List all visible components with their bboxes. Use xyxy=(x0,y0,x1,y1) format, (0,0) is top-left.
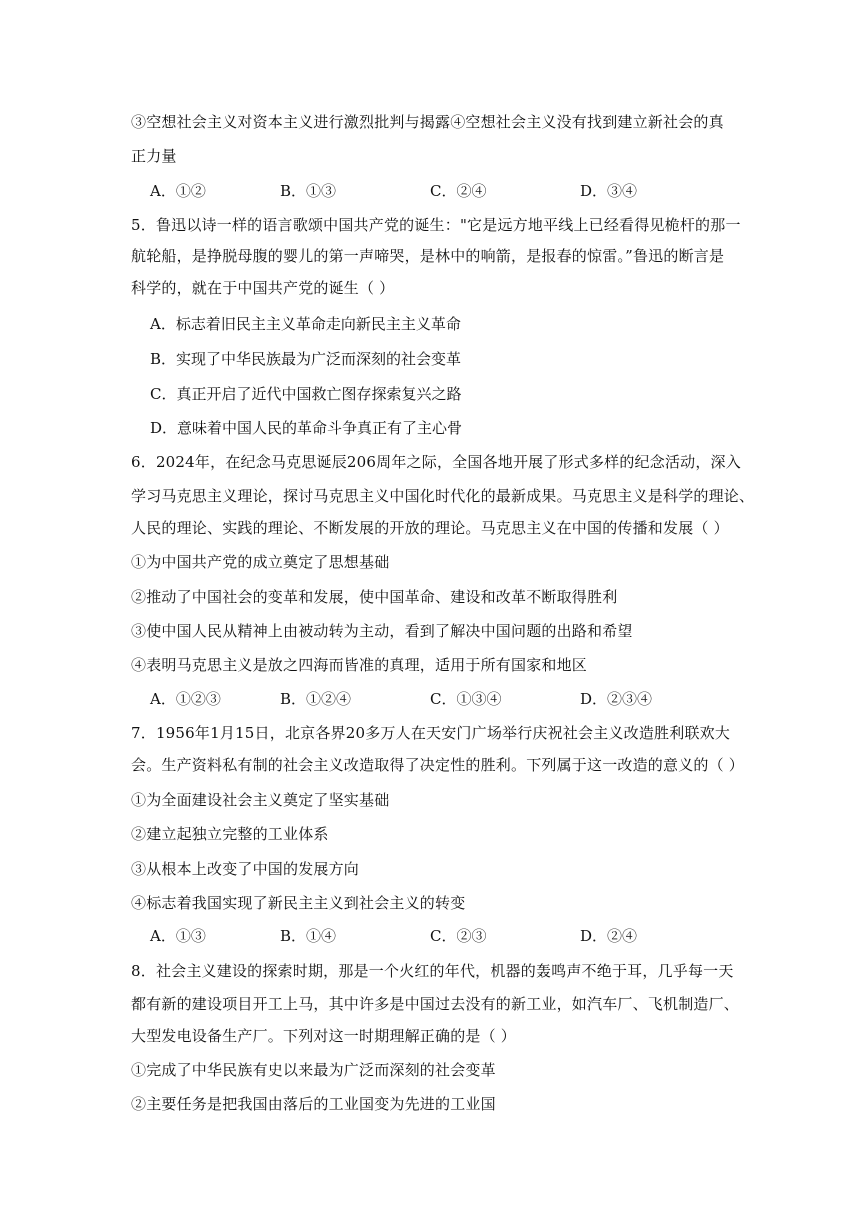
q7-item-1: ①为全面建设社会主义奠定了坚实基础 xyxy=(131,791,390,809)
q7-option-a: A．①③ xyxy=(150,927,206,945)
q5-option-b: B．实现了中华民族最为广泛而深刻的社会变革 xyxy=(150,350,462,368)
q6-line-3: 人民的理论、实践的理论、不断发展的开放的理论。马克思主义在中国的传播和发展（ ） xyxy=(131,519,729,537)
q4-option-c: C．②④ xyxy=(430,182,487,200)
q7-option-d: D．②④ xyxy=(580,927,638,945)
q6-item-1: ①为中国共产党的成立奠定了思想基础 xyxy=(131,553,390,571)
q7-item-3: ③从根本上改变了中国的发展方向 xyxy=(131,860,360,878)
q4-option-a: A．①② xyxy=(150,182,206,200)
q8-item-1: ①完成了中华民族有史以来最为广泛而深刻的社会变革 xyxy=(131,1061,496,1079)
q5-option-d: D．意味着中国人民的革命斗争真正有了主心骨 xyxy=(150,419,463,437)
q5-option-c: C．真正开启了近代中国救亡图存探索复兴之路 xyxy=(150,385,462,403)
q5-line-1: 5．鲁迅以诗一样的语言歌颂中国共产党的诞生："它是远方地平线上已经看得见桅杆的那一 xyxy=(131,216,741,234)
q7-option-c: C．②③ xyxy=(430,927,487,945)
q7-item-2: ②建立起独立完整的工业体系 xyxy=(131,825,329,843)
q7-option-b: B．①④ xyxy=(280,927,337,945)
q5-option-a: A．标志着旧民主主义革命走向新民主主义革命 xyxy=(150,315,461,333)
q7-line-2: 会。生产资料私有制的社会主义改造取得了决定性的胜利。下列属于这一改造的意义的（ ） xyxy=(131,756,744,774)
q6-item-3: ③使中国人民从精神上由被动转为主动，看到了解决中国问题的出路和希望 xyxy=(131,622,633,640)
q8-item-2: ②主要任务是把我国由落后的工业国变为先进的工业国 xyxy=(131,1095,496,1113)
q4-line-1: ③空想社会主义对资本主义进行激烈批判与揭露④空想社会主义没有找到建立新社会的真 xyxy=(131,113,724,131)
q7-line-1: 7．1956年1月15日，北京各界20多万人在天安门广场举行庆祝社会主义改造胜利联欢大 xyxy=(131,724,731,742)
q5-line-3: 科学的，就在于中国共产党的诞生（ ） xyxy=(131,279,395,297)
q7-item-4: ④标志着我国实现了新民主主义到社会主义的转变 xyxy=(131,894,466,912)
q6-item-4: ④表明马克思主义是放之四海而皆准的真理，适用于所有国家和地区 xyxy=(131,656,588,674)
q6-item-2: ②推动了中国社会的变革和发展，使中国革命、建设和改革不断取得胜利 xyxy=(131,588,618,606)
q6-option-a: A．①②③ xyxy=(150,690,221,708)
q8-line-1: 8．社会主义建设的探索时期，那是一个火红的年代，机器的轰鸣声不绝于耳，几乎每一天 xyxy=(131,962,734,980)
q6-option-c: C．①③④ xyxy=(430,690,502,708)
q4-option-d: D．③④ xyxy=(580,182,638,200)
q6-option-d: D．②③④ xyxy=(580,690,653,708)
q4-option-b: B．①③ xyxy=(280,182,337,200)
q6-option-b: B．①②④ xyxy=(280,690,352,708)
q4-line-2: 正力量 xyxy=(131,147,177,165)
q8-line-3: 大型发电设备生产厂。下列对这一时期理解正确的是（ ） xyxy=(131,1027,516,1045)
q8-line-2: 都有新的建设项目开工上马，其中许多是中国过去没有的新工业，如汽车厂、飞机制造厂、 xyxy=(131,995,740,1013)
q6-line-1: 6．2024年，在纪念马克思诞辰206周年之际，全国各地开展了形式多样的纪念活动，深入 xyxy=(131,453,741,471)
q5-line-2: 航轮船，是挣脱母腹的婴儿的第一声啼哭，是林中的响箭，是报春的惊雷。”鲁迅的断言是 xyxy=(131,247,725,265)
q6-line-2: 学习马克思主义理论，探讨马克思主义中国化时代化的最新成果。马克思主义是科学的理论、 xyxy=(131,487,755,505)
